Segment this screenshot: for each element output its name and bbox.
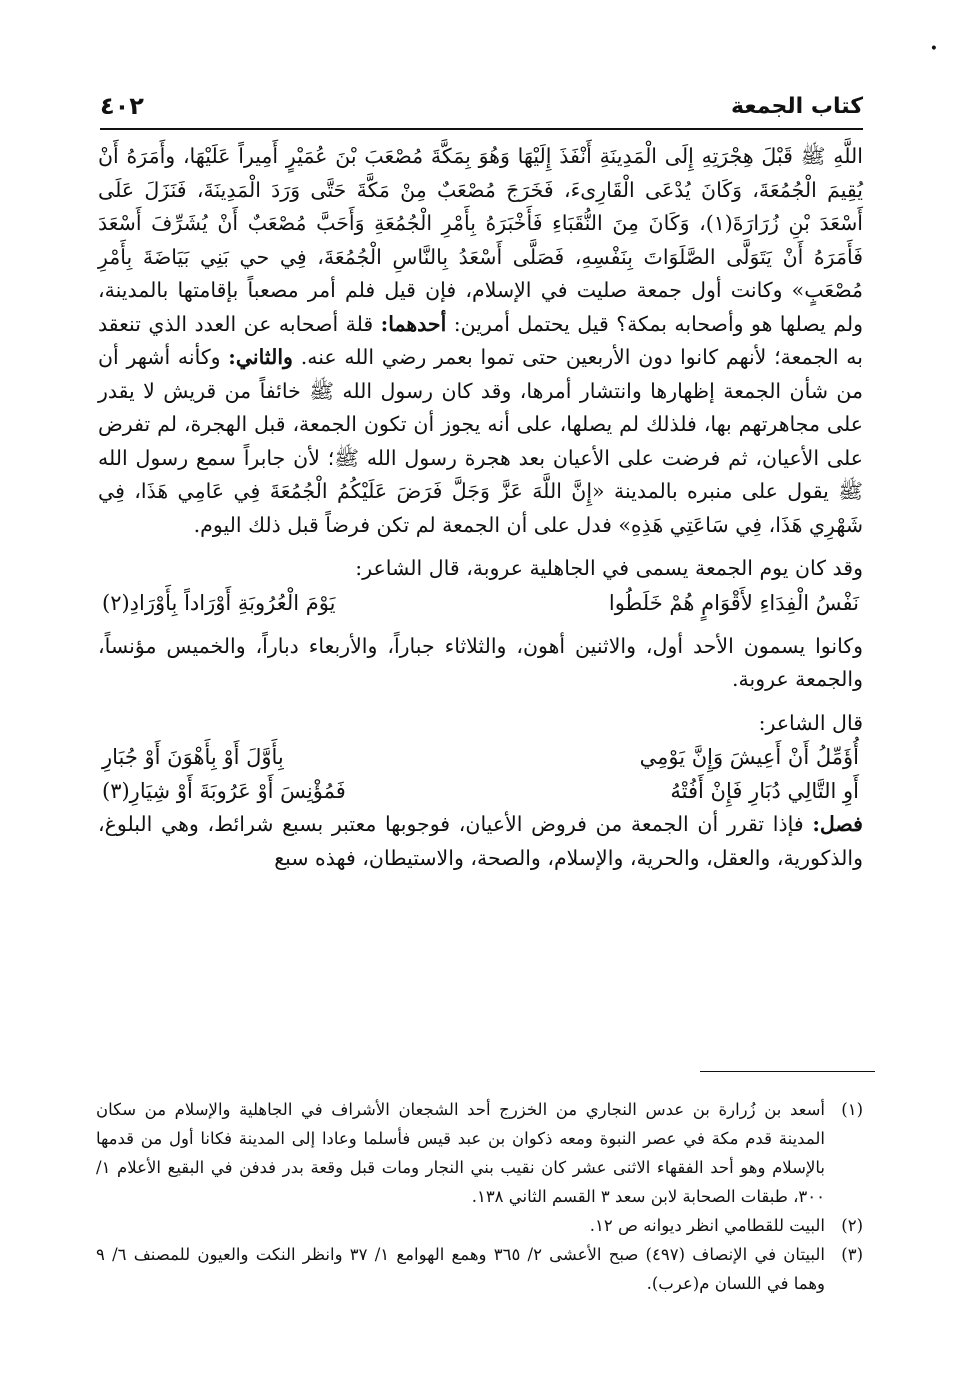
paragraph-day-names: وكانوا يسمون الأحد أول، والاثنين أهون، والثلاثاء جباراً، والأربعاء دباراً، والخميس مؤنساً، والجمعة عروبة. [98, 633, 863, 691]
paragraph-section [98, 808, 863, 875]
poet-intro: قال الشاعر: [758, 710, 863, 735]
verse-first-hemistich: أُؤَمِّلُ أَنْ أَعِيشَ وَإِنَّ يَوْمِي [639, 745, 859, 769]
poem-verse-1 [98, 586, 863, 620]
verse-first-hemistich: نَفْسُ الْفِدَاءِ لأَقْوَامٍ هُمْ خَلَطُوا [608, 590, 859, 615]
footnote-text: البيتان في الإنصاف (٤٩٧) صبح الأعشى ٢/ ٣٦٥ وهمع الهوامع ١/ ٣٧ وانظر النكت والعيون للمصنف ٦/ ٩ وهما في اللسان م(عرب). [96, 1245, 825, 1293]
section-label: فصل: [812, 812, 863, 836]
poem-verse-3 [98, 774, 863, 808]
running-header [100, 88, 863, 130]
footnotes [96, 1095, 863, 1298]
label-first: أحدهما: [380, 311, 447, 336]
verse-second-hemistich: يَوْمَ الْعُرُوبَةِ أَوْرَاداً بِأَوْرَادِ(٢) [102, 590, 336, 615]
footnote-number: (٣) [841, 1245, 863, 1264]
footnote-1 [96, 1095, 863, 1211]
footnote-separator [700, 1071, 875, 1072]
chapter-title: كتاب الجمعة [719, 94, 863, 119]
paragraph-opening [98, 140, 863, 542]
footnote-2 [96, 1211, 863, 1240]
page-number: ٤٠٢ [100, 92, 156, 120]
footnote-number: (٢) [841, 1216, 863, 1235]
poem-verse-2 [98, 740, 863, 774]
paragraph-text: اللَّهِ ﷺ قَبْلَ هِجْرَتِهِ إِلَى الْمَدِينَةِ أَنْفَذَ إِلَيْهَا وَهُوَ بِمَكَّةَ مُصْعَبَ بْنَ عُمَيْرٍ أَمِيراً عَلَيْهَا، وأَمَرَهُ أَنْ يُقِيمَ الْجُمُعَةَ، وَكَانَ يُدْعَى الْقَارِىءَ، فَخَرَجَ مُصْعَبٌ مِنْ مَكَّةَ حَتَّى وَرَدَ الْمَدِينَةَ، فَنَزَلَ عَلَى أَسْعَدَ بْنِ زُرَارَةَ(١)، وَكَانَ مِنَ النُّقَبَاءِ فَأَخْبَرَهُ بِأَمْرِ الْجُمُعَةِ وَأَحَبَّ مُصْعَبٌ أَنْ يُشَرِّفَ أَسْعَدَ فَأَمَرَهُ أَنْ يَتَوَلَّى الصَّلَوَاتَ بِنَفْسِهِ، فَصَلَّى أَسْعَدُ بِالنَّاسِ الْجُمُعَةَ، فِي حي بَنِي بَيَاضَةَ بِأَمْرِ مُصْعَبٍ» وكانت أول جمعة صليت في الإسلام، فإن قيل فلم أمر مصعباً بإقامتها بالمدينة، ولم يصلها هو وأصحابه بمكة؟ قيل يحتمل أمرين: [98, 144, 863, 336]
verse-second-hemistich: بِأَوَّلَ أَوْ بِأَهْوَنَ أَوْ جُبَارِ [102, 745, 284, 769]
paragraph-text: فإذا تقرر أن الجمعة من فروض الأعيان، فوجوبها معتبر بسبع شرائط، وهي البلوغ، والذكورية، والعقل، والحرية، والإسلام، والصحة، والاستيطان، فهذه سبع [98, 812, 863, 870]
paragraph-aruba: وقد كان يوم الجمعة يسمى في الجاهلية عروبة، قال الشاعر: [355, 556, 863, 580]
verse-first-hemistich: أَوِ التَّالِي دُبَارِ فَإِنْ أَفُتْهُ [670, 779, 859, 803]
footnote-text: البيت للقطامي انظر ديوانه ص ١٢. [589, 1216, 825, 1235]
verse-second-hemistich: فَمُؤْنِسَ أَوْ عَرُوبَةَ أَوْ شِيَارِ(٣) [102, 779, 346, 803]
footnote-3 [96, 1240, 863, 1298]
paragraph-text: وكأنه أشهر أن من شأن الجمعة إظهارها وانتشار أمرها، وقد كان رسول الله ﷺ خائفاً من قريش لا يقدر على مجاهرتهم بها، فلذلك لم يصلها، على أنه يجوز أن تكون الجمعة، قبل الهجرة، لم تفرض على الأعيان، ثم فرضت على الأعيان بعد هجرة رسول الله ﷺ؛ لأن جابراً سمع رسول الله ﷺ يقول على منبره بالمدينة «إِنَّ اللَّهَ عَزَّ وَجَلَّ فَرَضَ عَلَيْكُمُ الْجُمُعَةَ فِي عَامِي هَذَا، فِي شَهْرِي هَذَا، فِي سَاعَتِي هَذِهِ» فدل على أن الجمعة لم تكن فرضاً قبل ذلك اليوم. [98, 345, 863, 537]
main-text [98, 140, 863, 875]
footnote-number: (١) [841, 1100, 863, 1119]
label-second: والثاني: [228, 345, 293, 369]
paragraph-text: قلة أصحابه عن العدد الذي تنعقد به الجمعة؛ لأنهم كانوا دون الأربعين حتى تموا بعمر رضي الله عنه. [98, 311, 863, 369]
footnote-text: أسعد بن زُرارة بن عدس النجاري من الخزرج أحد الشجعان الأشراف في الجاهلية والإسلام من سكان المدينة قدم مكة في عصر النبوة ومعه ذكوان بن عبد قيس فأسلما وعادا إلى المدينة فكانا أول من قدمها بالإسلام وهو أحد الفقهاء الاثنى عشر كان نقيب بني النجار ومات قبل وقعة بدر فدفن في البقيع الأعلام ١/ ٣٠٠، طبقات الصحابة لابن سعد ٣ القسم الثاني ١٣٨. [96, 1100, 825, 1206]
page-speck: • [929, 41, 938, 57]
